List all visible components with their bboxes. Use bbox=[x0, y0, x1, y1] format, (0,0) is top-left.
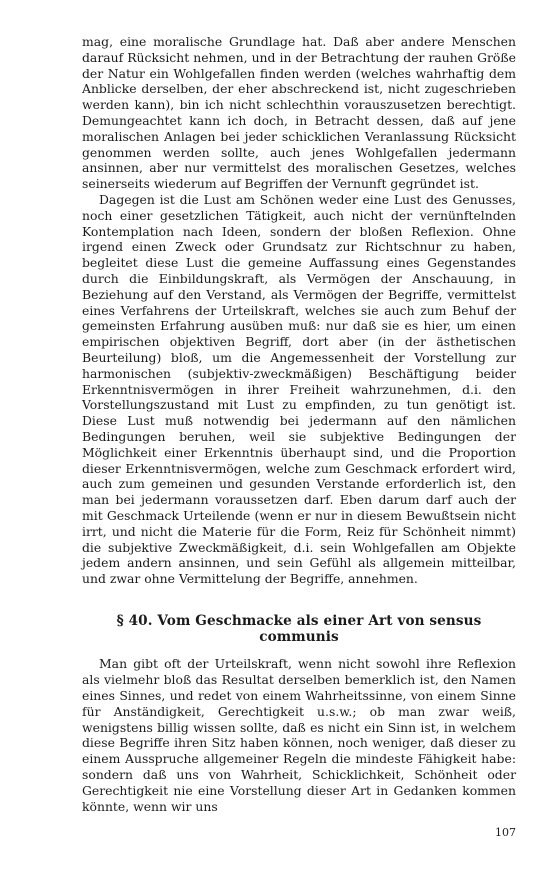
paragraph: Man gibt oft der Urteilskraft, wenn nicht sowohl ihre Reflexion als vielmehr bloß das Resultat derselben bemerklich ist, den Namen eines Sinnes, und redet von einem Wahrheitssinne, von einem Sinne für Anständigkeit, Gerechtigkeit u.s.w.; ob man zwar weiß, wenigstens billig wissen sollte, daß es nicht ein Sinn ist, in welchem diese Begriffe ihren Sitz haben können, noch weniger, daß dieser zu einem Ausspruche allgemeiner Regeln die mindeste Fähigkeit habe: sondern daß uns von Wahrheit, Schicklichkeit, Schönheit oder Gerechtigkeit nie eine Vorstellung dieser Art in Gedanken kommen könnte, wenn wir uns bbox=[82, 656, 516, 814]
paragraph: Dagegen ist die Lust am Schönen weder eine Lust des Genusses, noch einer gesetzlichen Tätigkeit, auch nicht der vernünftelnden Kontemplation nach Ideen, sondern der bloßen Reflexion. Ohne irgend einen Zweck oder Grundsatz zur Richtschnur zu haben, begleitet diese Lust die gemeine Auffassung eines Gegenstandes durch die Einbildungskraft, als Vermögen der Anschauung, in Beziehung auf den Verstand, als Vermögen der Begriffe, vermittelst eines Verfahrens der Urteilskraft, welches sie auch zum Behuf der gemeinsten Erfahrung ausüben muß: nur daß sie es hier, um einen empirischen objektiven Begriff, dort aber (in der ästhetischen Beurteilung) bloß, um die Angemessenheit der Vorstellung zur harmonischen (subjektiv-zweckmäßigen) Beschäftigung beider Erkenntnisvermögen in ihrer Freiheit wahrzunehmen, d.i. den Vorstellungszustand mit Lust zu empfinden, zu tun genötigt ist. Diese Lust muß notwendig bei jedermann auf den nämlichen Bedingungen beruhen, weil sie subjektive Bedingungen der Möglichkeit einer Erkenntnis überhaupt sind, und die Proportion dieser Erkenntnisvermögen, welche zum Geschmack erfordert wird, auch zum gemeinen und gesunden Verstande erforderlich ist, den man bei jedermann voraussetzen darf. Eben darum darf auch der mit Geschmack Urteilende (wenn er nur in diesem Bewußtsein nicht irrt, und nicht die Materie für die Form, Reiz für Schönheit nimmt) die subjektive Zweckmäßigkeit, d.i. sein Wohlgefallen am Objekte jedem andern ansinnen, und sein Gefühl als allgemein mitteilbar, und zwar ohne Vermittelung der Begriffe, annehmen. bbox=[82, 191, 516, 587]
body-text bbox=[82, 34, 516, 814]
paragraph: mag, eine moralische Grundlage hat. Daß aber andere Menschen darauf Rücksicht nehmen, und in der Betrachtung der rauhen Größe der Natur ein Wohlgefallen finden werden (welches wahrhaftig dem Anblicke derselben, der eher abschreckend ist, nicht zugeschrieben werden kann), bin ich nicht schlechthin vorauszusetzen berechtigt. Demungeachtet kann ich doch, in Betracht dessen, daß auf jene moralischen Anlagen bei jeder schicklichen Veranlassung Rücksicht genommen werden sollte, auch jenes Wohlgefallen jedermann ansinnen, aber nur vermittelst des moralischen Gesetzes, welches seinerseits wiederum auf Begriffen der Vernunft gegründet ist. bbox=[82, 34, 516, 192]
section-heading: § 40. Vom Geschmacke als einer Art von sensus communis bbox=[116, 612, 482, 645]
page-number: 107 bbox=[495, 826, 516, 839]
